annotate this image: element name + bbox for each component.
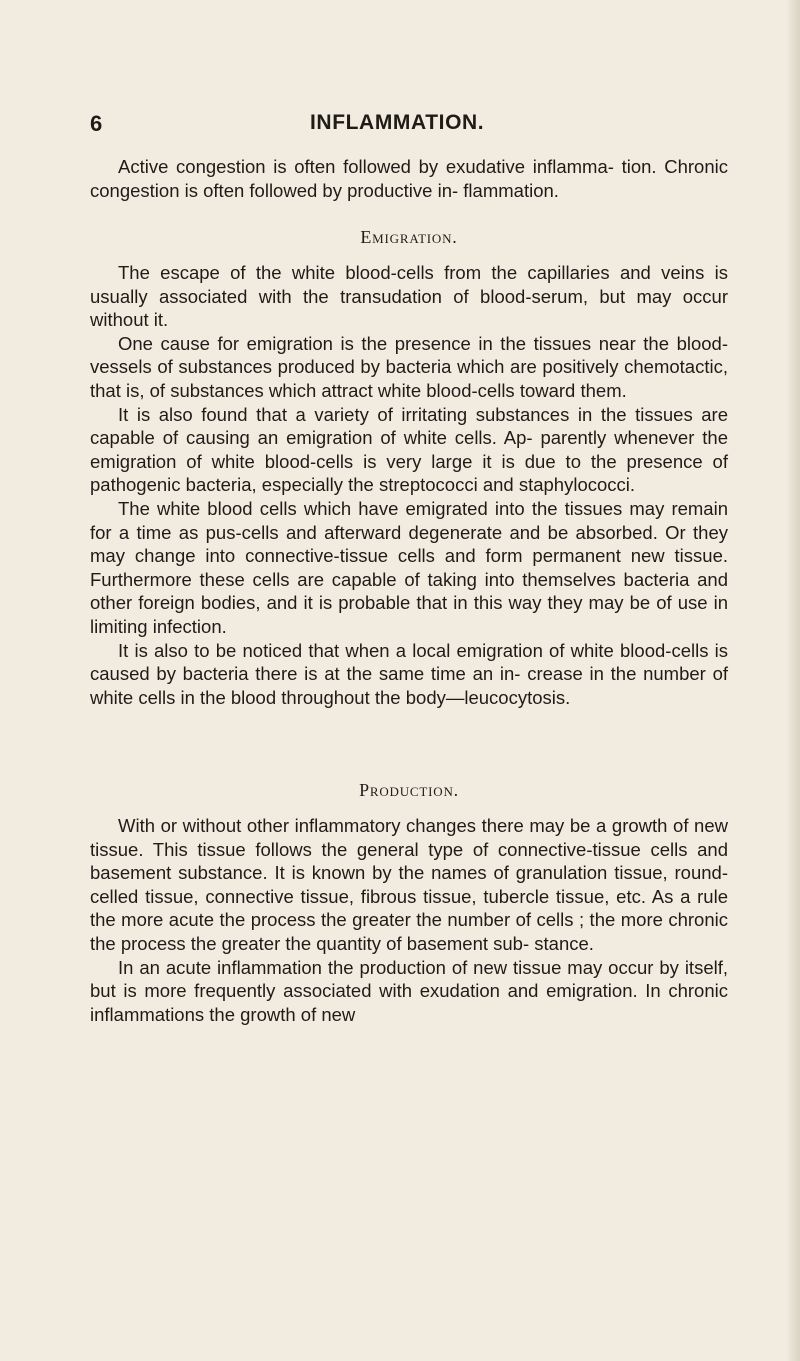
running-title: INFLAMMATION. [310, 111, 485, 134]
emigration-paragraph-4: The white blood cells which have emigrated into the tissues may remain for a time as pus-cells and afterward degenerate and be absorbed. Or they may change into connective-tissue cells and form permanent new tissue. Furthermore these cells are capable of taking into themselves bacteria and other foreign bodies, and it is probable that in this way they may be of use in limiting infection. [90, 497, 728, 637]
emigration-section [90, 261, 728, 709]
running-head [90, 111, 730, 141]
emigration-paragraph-5: It is also to be noticed that when a local emigration of white blood-cells is caused by bacteria there is at the same time an in- crease in the number of white cells in the blood throughout the body—leucocytosis. [90, 639, 728, 708]
emigration-paragraph-3: It is also found that a variety of irritating substances in the tissues are capable of causing an emigration of white cells. Ap- parently whenever the emigration of white blood-cells is very large it is due to the presence of pathogenic bacteria, especially the streptococci and staphylococci. [90, 403, 728, 496]
production-paragraph-2: In an acute inflammation the production of new tissue may occur by itself, but is more frequently associated with exudation and emigration. In chronic inflammations the growth of new [90, 956, 728, 1025]
emigration-paragraph-2: One cause for emigration is the presence in the tissues near the blood-vessels of substances produced by bacteria which are positively chemotactic, that is, of substances which attract white blood-cells toward them. [90, 332, 728, 401]
page-edge-shadow [786, 0, 800, 1361]
intro-section [90, 155, 728, 202]
section-heading-emigration: Emigration. [360, 227, 458, 247]
page-number: 6 [90, 111, 103, 136]
production-paragraph-1: With or without other inflammatory changes there may be a growth of new tissue. This tissue follows the general type of connective-tissue cells and basement substance. It is known by the names of granulation tissue, round-celled tissue, connective tissue, fibrous tissue, tubercle tissue, etc. As a rule the more acute the process the greater the number of cells ; the more chronic the process the greater the quantity of basement sub- stance. [90, 815, 728, 954]
emigration-paragraph-1: The escape of the white blood-cells from the capillaries and veins is usually associated with the transudation of blood-serum, but may occur without it. [90, 262, 728, 331]
production-section [90, 814, 728, 1026]
intro-paragraph: Active congestion is often followed by exudative inflamma- tion. Chronic congestion is often followed by productive in- flammation. [90, 156, 728, 201]
section-heading-production: Production. [359, 780, 459, 800]
